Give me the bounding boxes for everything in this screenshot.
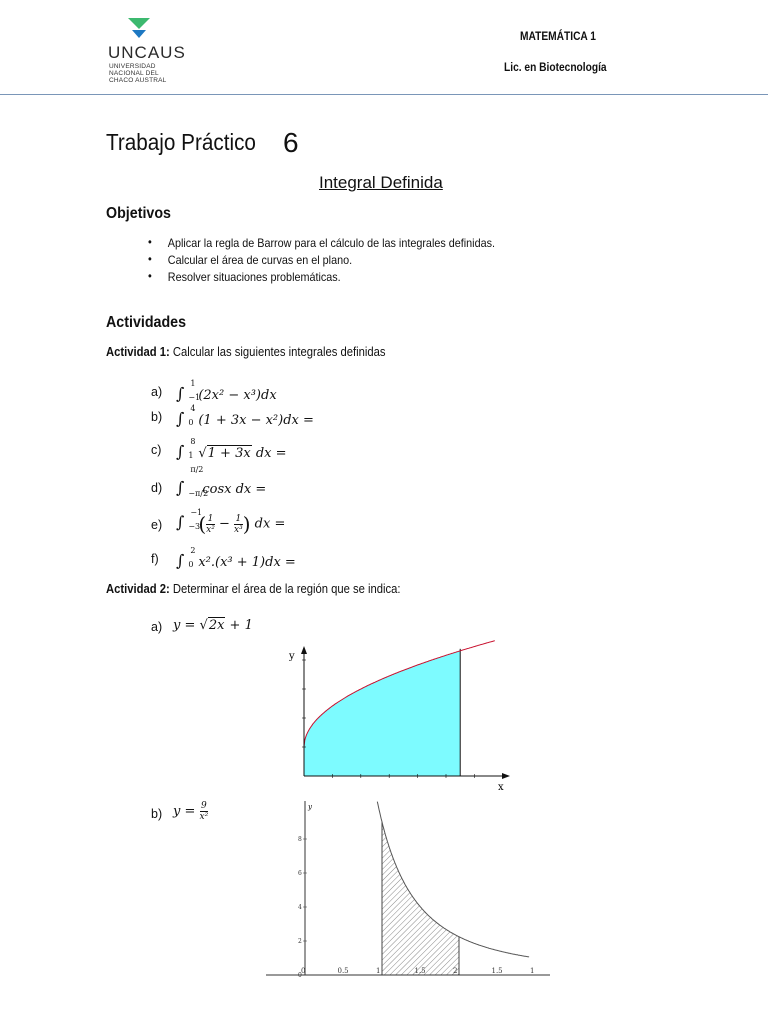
fraction: $\frac{1}{\text{x²}}$ (206, 513, 215, 535)
upper-limit: 1 (190, 379, 196, 388)
shaded-area (304, 651, 460, 776)
y-tick-label: 2 (298, 938, 302, 945)
item-letter: a) (151, 385, 163, 399)
sqrt-icon: √ (199, 618, 208, 633)
function-b: y = $\frac{9}{\text{x²}}$ (173, 801, 209, 822)
y-tick-label: 4 (298, 904, 302, 911)
integrand: (2x² − x³)dx (198, 388, 277, 403)
integral-c (176, 437, 287, 461)
activities-heading: Actividades (106, 314, 187, 331)
upper-limit: 8 (190, 437, 196, 446)
integrand: cosx dx = (202, 482, 267, 497)
graph-a (280, 640, 520, 795)
lower-limit: −1 (188, 393, 201, 402)
x-axis-label: x (498, 782, 504, 793)
y-axis-label: y (289, 651, 295, 662)
y-tick-label: 8 (298, 836, 302, 843)
career-name: Lic. en Biotecnología (504, 60, 607, 74)
sqrt-icon: √ (198, 446, 207, 461)
item-letter: f) (151, 552, 159, 566)
item-letter: b) (151, 807, 163, 821)
integral-a (176, 379, 277, 403)
x-arrow-icon (502, 773, 510, 779)
integral-f (176, 546, 296, 570)
integral-sign: ∫ (176, 512, 185, 532)
integrand: x².(x³ + 1)dx = (198, 555, 296, 570)
x-tick-label: 1.5 (491, 967, 503, 975)
objective-item: • Resolver situaciones problemáticas. (148, 270, 495, 287)
upper-limit: π/2 (190, 465, 204, 474)
integral-e: ∫ −1 −3 ( $\frac{1}{\text{x²}}$ − $\frac{1}{\text{x³}}$ ) dx = (176, 507, 286, 536)
item-letter: a) (151, 620, 163, 634)
fraction: $\frac{1}{\text{x³}}$ (234, 513, 243, 535)
objective-item: • Aplicar la regla de Barrow para el cálculo de las integrales definidas. (148, 236, 495, 253)
activity-1-text: Calcular las siguientes integrales definidas (172, 345, 386, 359)
lower-limit: −3 (188, 521, 201, 531)
y-axis-label: y (308, 803, 312, 811)
logo-line: NACIONAL DEL (109, 70, 159, 77)
integral-d (176, 465, 267, 498)
y-tick-label: 6 (298, 870, 302, 877)
integral-b (176, 404, 314, 428)
item-letter: e) (151, 518, 163, 532)
x-tick-label: 0 (301, 967, 306, 975)
integrand: (1 + 3x − x²)dx = (198, 413, 314, 428)
upper-limit: 4 (190, 404, 196, 413)
integral-sign: ∫ (176, 384, 185, 403)
course-name: MATEMÁTICA 1 (520, 29, 596, 43)
lower-limit: 1 (188, 451, 194, 460)
fraction: $\frac{9}{\text{x²}}$ (199, 801, 209, 822)
radicand: 1 + 3x (207, 446, 251, 461)
lower-limit: 0 (188, 418, 194, 427)
header-divider (0, 94, 768, 95)
logo-subtitle (109, 63, 167, 84)
integral-sign: ∫ (176, 478, 185, 497)
integrand-tail: dx = (254, 516, 286, 532)
logo-line: UNIVERSIDAD (109, 63, 156, 70)
graph-b (262, 797, 552, 983)
integral-sign: ∫ (176, 551, 185, 570)
function-a: y = √2x + 1 (173, 618, 253, 633)
x-tick-label: 1 (530, 967, 535, 975)
shaded-area (382, 822, 459, 975)
activity-1-statement (106, 345, 386, 359)
topic-title: Integral Definida (319, 173, 443, 192)
x-tick-label: 2 (453, 967, 458, 975)
objective-item: • Calcular el área de curvas en el plano. (148, 253, 495, 270)
item-letter: b) (151, 410, 163, 424)
y-arrow-icon (301, 646, 307, 654)
activity-2-text: Determinar el área de la región que se indica: (172, 582, 401, 596)
uncaus-logo-icon (128, 18, 150, 38)
lower-limit: 0 (188, 560, 194, 569)
practice-number: 6 (283, 127, 299, 158)
activity-2-statement (106, 582, 401, 596)
integral-sign: ∫ (176, 442, 185, 461)
objectives-list (148, 236, 495, 287)
logo-name: UNCAUS (108, 43, 186, 62)
integral-sign: ∫ (176, 409, 185, 428)
activity-1-label: Actividad 1: (106, 345, 170, 359)
x-tick-label: 0.5 (337, 967, 349, 975)
activity-2-label: Actividad 2: (106, 582, 170, 596)
item-letter: c) (151, 443, 162, 457)
objectives-heading: Objetivos (106, 205, 171, 222)
y-tick-label: 0 (298, 972, 302, 979)
page-title: Trabajo Práctico (106, 129, 256, 155)
lower-limit: −π/2 (188, 489, 209, 498)
logo-line: CHACO AUSTRAL (109, 77, 167, 84)
integrand-tail: dx = (255, 446, 287, 461)
upper-limit: 2 (190, 546, 196, 555)
x-tick-label: 1.5 (414, 967, 426, 975)
x-tick-label: 1 (376, 967, 381, 975)
upper-limit: −1 (190, 507, 203, 517)
item-letter: d) (151, 481, 163, 495)
